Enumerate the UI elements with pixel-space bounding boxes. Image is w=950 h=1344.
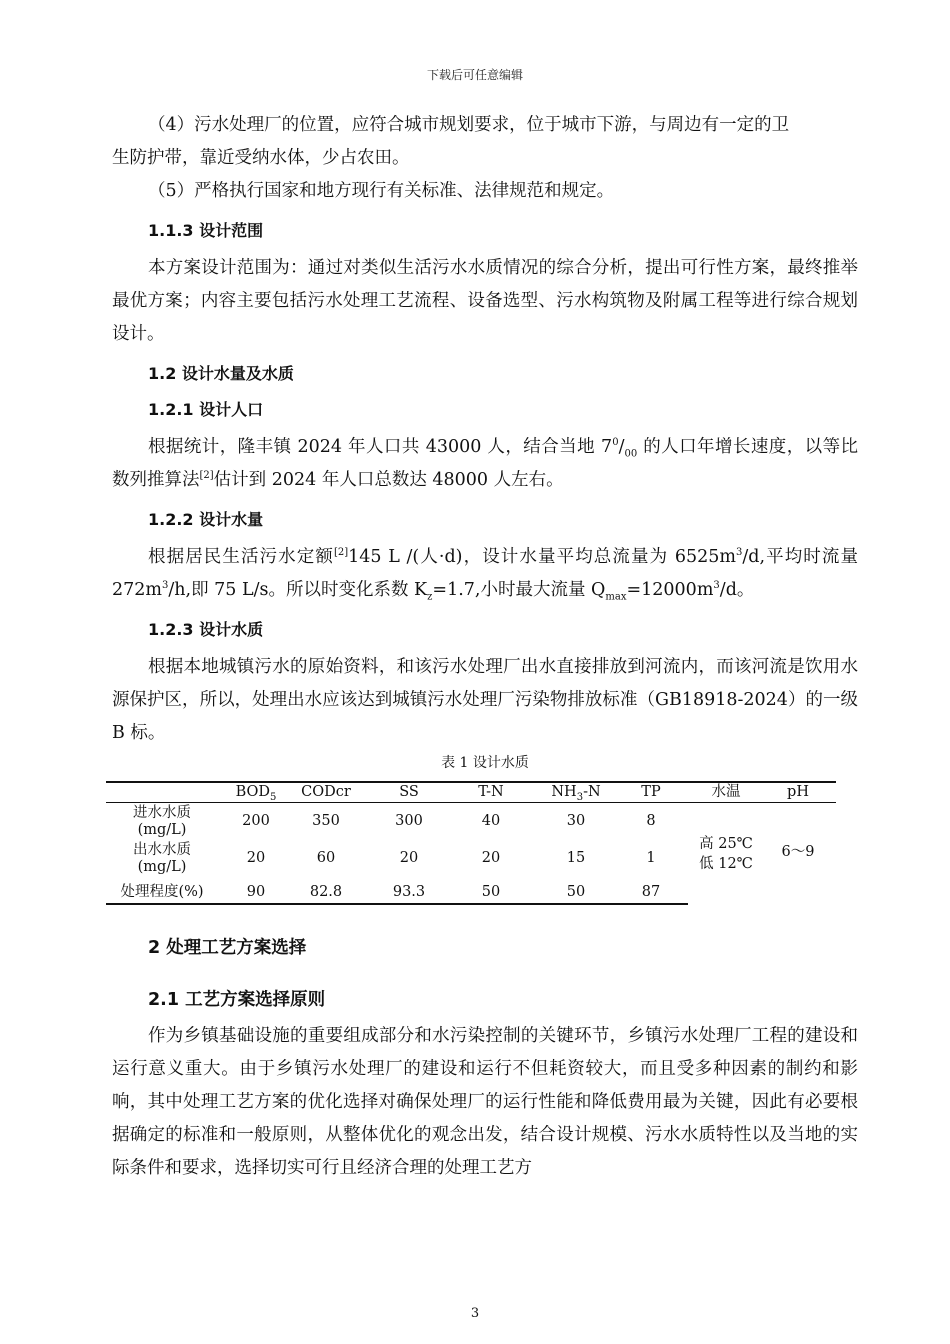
table-cell: 8 <box>646 813 656 829</box>
paragraph-principle-4-cont: 生防护带，靠近受纳水体，少占农田。 <box>112 148 410 168</box>
table-top-rule <box>106 781 836 783</box>
table-cell: 50 <box>481 884 501 900</box>
paragraph-process-principle: 作为乡镇基础设施的重要组成部分和水污染控制的关键环节，乡镇污水处理厂工程的建设和运行意义重大。由于乡镇污水处理厂的建设和运行不但耗资较大，而且受多种因素的制约和影响，其中处理工艺方案的优化选择对确保处理厂的运行性能和降低费用最为关键，因此有必要根据确定的标准和一般原则，从整体优化的观念出发，结合设计规模、污水水质特性以及当地的实际条件和要求，选择切实可行且经济合理的处理工艺方 <box>112 1026 858 1178</box>
row-label-influent: 进水水质 (mg/L) <box>133 805 191 838</box>
table-cell: 350 <box>312 813 340 829</box>
page-header: 下载后可任意编辑 <box>426 68 523 82</box>
table-cell: 50 <box>566 884 586 900</box>
row-label-effluent: 出水水质 (mg/L) <box>133 842 191 875</box>
table-cell: 93.3 <box>392 884 426 900</box>
page-number: 3 <box>470 1306 480 1321</box>
table-cell: 60 <box>316 850 336 866</box>
paragraph-principle-4: （4）污水处理厂的位置，应符合城市规划要求，位于城市下游，与周边有一定的卫 <box>148 115 790 135</box>
heading-2: 2 处理工艺方案选择 <box>148 938 307 958</box>
col-header-ph: pH <box>787 784 809 800</box>
col-header-tp: TP <box>641 784 661 800</box>
heading-1-2: 1.2 设计水量及水质 <box>148 364 294 383</box>
table-caption: 表 1 设计水质 <box>441 755 529 771</box>
table-cell: 15 <box>566 850 586 866</box>
col-header-tn: T-N <box>478 784 504 800</box>
water-temp-cell: 高 25℃ 低 12℃ <box>699 836 753 872</box>
paragraph-population: 根据统计，隆丰镇 2024 年人口共 43000 人，结合当地 $7^0/_{00}$ 的人口年增长速度，以等比数列推算法[2]估计到 2024 年人口总数达 48000 人左右。 <box>112 437 858 490</box>
ph-cell: 6～9 <box>781 844 815 860</box>
col-header-bod5: $BOD_5$ <box>235 784 277 803</box>
table-cell: 20 <box>399 850 419 866</box>
design-quality-table <box>106 780 836 906</box>
table-bottom-rule <box>106 903 688 905</box>
paragraph-water-flow: 根据居民生活污水定额[2]145 L /(人·d)，设计水量平均总流量为 $6525m^3/d$,平均时流量$272m^3/h$,即 75 L/s。所以时变化系数 $K_z=1.7$,小时最大流量 $Q_{max}=12000m^3/d$。 <box>112 547 858 603</box>
paragraph-water-quality: 根据本地城镇污水的原始资料，和该污水处理厂出水直接排放到河流内，而该河流是饮用水源保护区，所以，处理出水应该达到城镇污水处理厂污染物排放标准（GB18918-2024）的一级 B 标。 <box>112 657 858 743</box>
heading-2-1: 2.1 工艺方案选择原则 <box>148 990 326 1010</box>
table-cell: 30 <box>566 813 586 829</box>
table-header-rule <box>106 802 836 803</box>
citation-ref: [2] <box>199 470 214 482</box>
table-cell: 40 <box>481 813 501 829</box>
table-cell: 82.8 <box>309 884 343 900</box>
paragraph-principle-5: （5）严格执行国家和地方现行有关标准、法律规范和规定。 <box>148 181 615 201</box>
heading-1-2-3: 1.2.3 设计水质 <box>148 620 264 639</box>
col-header-codcr: CODcr <box>301 784 351 800</box>
col-header-ss: SS <box>399 784 419 800</box>
document-body <box>112 109 858 1185</box>
table-cell: 20 <box>246 850 266 866</box>
heading-1-2-2: 1.2.2 设计水量 <box>148 510 264 529</box>
col-header-water-temp: 水温 <box>711 784 741 800</box>
paragraph-design-scope: 本方案设计范围为：通过对类似生活污水水质情况的综合分析，提出可行性方案，最终推举最优方案；内容主要包括污水处理工艺流程、设备选型、污水构筑物及附属工程等进行综合规划设计。 <box>112 258 858 344</box>
citation-ref: [2] <box>333 547 349 559</box>
table-cell: 87 <box>641 884 661 900</box>
table-cell: 90 <box>246 884 266 900</box>
col-header-nh3n: $NH_3-N$ <box>551 784 601 803</box>
table-cell: 300 <box>395 813 423 829</box>
table-cell: 20 <box>481 850 501 866</box>
table-cell: 200 <box>242 813 270 829</box>
heading-1-2-1: 1.2.1 设计人口 <box>148 400 264 419</box>
heading-1-1-3: 1.1.3 设计范围 <box>148 221 264 240</box>
table-cell: 1 <box>646 850 656 866</box>
row-label-removal: 处理程度(%) <box>120 884 204 900</box>
